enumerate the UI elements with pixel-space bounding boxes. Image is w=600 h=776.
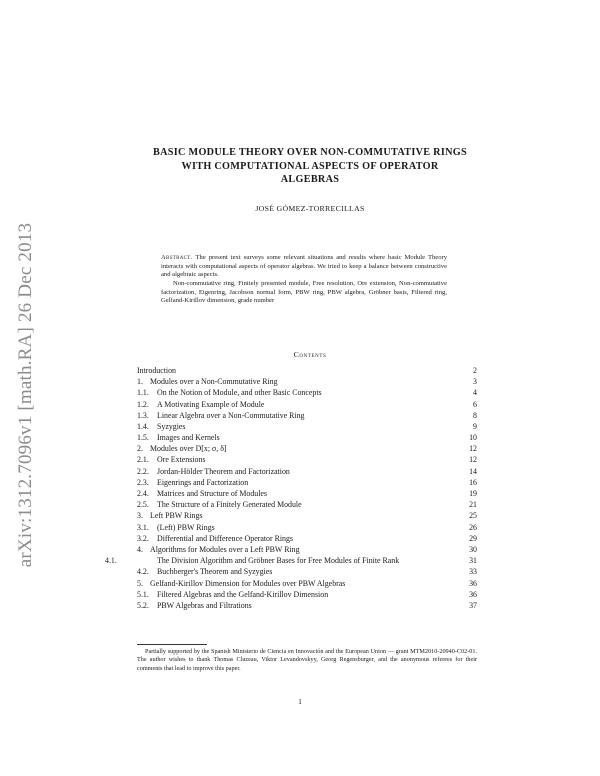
toc-entry-label (137, 566, 272, 577)
abstract-text: The present text surveys some relevant situations and results where basic Module Theory interacts with computational aspects of operator algebras. We tried to keep a balance between constructive and algebraic aspects. (161, 254, 447, 279)
footnote: Partially supported by the Spanish Ministerio de Ciencia en Innovación and the European Union — grant MTM2010-20940-C02-01. The author wishes to thank Thomas Cluzeau, Viktor Levandovskyy, Georg Regensburger, and the anonymous referees for their comments that lead to improve this paper. (137, 648, 477, 672)
toc-entry-page: 37 (469, 600, 477, 610)
toc-entry-label (137, 454, 205, 465)
toc-entry[interactable] (137, 578, 477, 589)
toc-entry-label (105, 555, 477, 566)
toc-entry-number: 3.1. (137, 522, 149, 532)
toc-entry[interactable] (137, 544, 477, 555)
toc-entry-number: 4.1. (105, 556, 117, 566)
toc-entry-label (137, 499, 302, 510)
toc-entry-title: Eigenrings and Factorization (157, 477, 249, 487)
toc-entry-page: 26 (469, 522, 477, 532)
toc-entry[interactable] (137, 499, 477, 510)
toc-entry-number: 3. (137, 511, 143, 521)
toc-entry-page: 36 (469, 578, 477, 588)
toc-entry-label (137, 399, 264, 410)
toc-entry-page: 4 (473, 388, 477, 398)
toc-entry-label (137, 466, 290, 477)
toc-entry-label (137, 578, 345, 589)
toc-entry-title: Ore Extensions (157, 455, 206, 465)
toc-entry-label (137, 488, 267, 499)
toc-entry-title: Linear Algebra over a Non-Commutative Ring (157, 410, 305, 420)
toc-entry-page: 21 (469, 500, 477, 510)
toc-entry-title: Images and Kernels (157, 433, 220, 443)
toc-entry-title: The Structure of a Finitely Generated Module (157, 500, 302, 510)
toc-entry-number: 1.4. (137, 421, 149, 431)
toc-entry[interactable] (137, 566, 477, 577)
toc-entry-title: Introduction (137, 365, 177, 375)
toc-entry[interactable] (137, 477, 477, 488)
toc-entry-title: Algorithms for Modules over a Left PBW Ring (150, 544, 300, 554)
toc-entry-number: 2.2. (137, 466, 149, 476)
abstract-keywords: Non-commutative ring, Finitely presented module, Free resolution, Ore extension, Non-commutative factorization, Eigenring, Jacobson normal form, PBW ring, PBW algebra, Gröbner basis, Filtered ring, Gelfand-Kirillov dimension, grade number (161, 280, 447, 305)
toc-entry-page: 16 (469, 477, 477, 487)
toc-entry[interactable] (105, 555, 477, 566)
toc-entry-page: 31 (469, 556, 477, 566)
title-line-3: ALGEBRAS (280, 174, 340, 185)
toc-entry-label (137, 589, 328, 600)
toc-entry-label (137, 432, 220, 443)
toc-entry-title: A Motivating Example of Module (157, 399, 265, 409)
toc-entry[interactable] (137, 455, 477, 466)
toc-entry-number: 2.3. (137, 477, 149, 487)
toc-entry[interactable] (137, 510, 477, 521)
footnote-rule (137, 644, 207, 645)
toc-entry-title: Buchberger's Theorem and Syzygies (157, 567, 273, 577)
toc-entry-title: The Division Algorithm and Gröbner Bases for Free Modules of Finite Rank (157, 556, 400, 566)
paper-title (110, 146, 510, 187)
toc-entry-title: Differential and Difference Operator Rings (157, 533, 293, 543)
toc-entry-number: 2.4. (137, 489, 149, 499)
toc-entry-label (137, 522, 215, 533)
toc-entry-label (137, 510, 202, 521)
abstract-label: Abstract. (161, 254, 193, 261)
toc-entry-number: 1.3. (137, 410, 149, 420)
toc-entry[interactable] (137, 533, 477, 544)
toc-entry-page: 10 (469, 433, 477, 443)
contents-heading: Contents (293, 350, 327, 359)
toc-entry-page: 36 (469, 589, 477, 599)
toc-entry-page: 6 (473, 399, 477, 409)
toc-entry-page: 14 (469, 466, 477, 476)
arxiv-identifier: arXiv:1312.7096v1 [math.RA] 26 Dec 2013 (15, 222, 36, 568)
toc-entry-page: 25 (469, 511, 477, 521)
toc-entry-number: 3.2. (137, 533, 149, 543)
toc-entry-number: 4. (137, 544, 143, 554)
abstract-body (161, 254, 447, 280)
toc-entry[interactable] (137, 522, 477, 533)
toc-entry-label (137, 600, 252, 611)
arxiv-stamp (4, 175, 48, 615)
toc-entry-label (137, 387, 322, 398)
toc-entry-number: 4.2. (137, 567, 149, 577)
toc-entry[interactable] (137, 600, 477, 611)
toc-entry-label (137, 533, 293, 544)
toc-entry-label (137, 544, 300, 555)
abstract (161, 254, 447, 306)
toc-entry[interactable] (137, 399, 477, 410)
toc-entry[interactable] (137, 421, 477, 432)
toc-entry-page: 2 (473, 365, 477, 375)
toc-entry[interactable] (137, 488, 477, 499)
toc-entry-number: 1.2. (137, 399, 149, 409)
toc-entry[interactable] (137, 387, 477, 398)
toc-entry-page: 9 (473, 421, 477, 431)
toc-entry[interactable] (137, 376, 477, 387)
toc-entry-label (137, 376, 278, 387)
toc-entry-page: 19 (469, 489, 477, 499)
toc-entry-number: 5. (137, 578, 143, 588)
toc-entry-page: 30 (469, 544, 477, 554)
author-name: JOSÉ GÓMEZ-TORRECILLAS (255, 204, 365, 213)
toc-entry-page: 12 (469, 455, 477, 465)
toc-entry-number: 2.5. (137, 500, 149, 510)
toc-entry-title: Filtered Algebras and the Gelfand-Kirillov Dimension (157, 589, 329, 599)
toc-entry[interactable] (137, 365, 477, 376)
toc-entry-title: Jordan-Hölder Theorem and Factorization (157, 466, 290, 476)
toc-entry-number: 2. (137, 444, 143, 454)
toc-entry-number: 5.2. (137, 600, 149, 610)
toc-entry-label (137, 443, 227, 454)
toc-entry-title: Syzygies (157, 421, 186, 431)
toc-entry[interactable] (137, 466, 477, 477)
toc-entry-page: 8 (473, 410, 477, 420)
toc-entry-title: Modules over D[x; σ, δ] (150, 444, 227, 454)
toc-entry-number: 1.5. (137, 433, 149, 443)
toc-entry-title: Left PBW Rings (150, 511, 203, 521)
table-of-contents (105, 365, 477, 611)
toc-entry-title: Gelfand-Kirillov Dimension for Modules over PBW Algebras (150, 578, 346, 588)
toc-entry[interactable] (137, 432, 477, 443)
toc-entry-number: 1. (137, 377, 143, 387)
toc-entry-label (137, 365, 176, 376)
toc-entry-page: 33 (469, 567, 477, 577)
toc-entry-title: Modules over a Non-Commutative Ring (150, 377, 278, 387)
toc-entry[interactable] (137, 410, 477, 421)
toc-entry-number: 1.1. (137, 388, 149, 398)
toc-entry[interactable] (137, 589, 477, 600)
toc-entry-page: 3 (473, 377, 477, 387)
toc-entry[interactable] (137, 443, 477, 454)
toc-entry-title: Matrices and Structure of Modules (157, 489, 268, 499)
toc-entry-label (137, 477, 248, 488)
toc-entry-page: 29 (469, 533, 477, 543)
toc-entry-label (137, 410, 304, 421)
toc-entry-label (137, 421, 186, 432)
toc-entry-number: 5.1. (137, 589, 149, 599)
toc-entry-number: 2.1. (137, 455, 149, 465)
title-line-2: WITH COMPUTATIONAL ASPECTS OF OPERATOR (181, 160, 439, 172)
toc-entry-title: PBW Algebras and Filtrations (157, 600, 252, 610)
toc-entry-page: 12 (469, 444, 477, 454)
toc-entry-title: On the Notion of Module, and other Basic Concepts (157, 388, 322, 398)
toc-entry-title: (Left) PBW Rings (157, 522, 215, 532)
title-line-1: BASIC MODULE THEORY OVER NON-COMMUTATIVE RINGS (153, 147, 467, 158)
page-number: 1 (298, 697, 302, 706)
